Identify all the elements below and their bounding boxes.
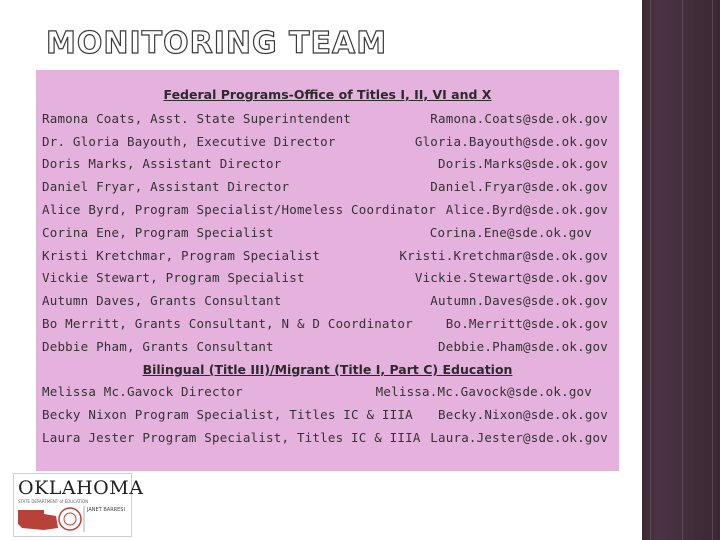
staff-email: Doris.Marks@sde.ok.gov <box>438 156 608 171</box>
staff-directory-panel <box>36 70 619 471</box>
decorative-sidebar <box>642 0 720 540</box>
staff-row <box>42 407 608 425</box>
staff-role: Melissa Mc.Gavock Director <box>42 384 243 399</box>
staff-row <box>42 430 608 448</box>
staff-role: Autumn Daves, Grants Consultant <box>42 293 282 308</box>
staff-row <box>42 316 608 334</box>
staff-role: Becky Nixon Program Specialist, Titles IC & IIIA <box>42 407 413 422</box>
staff-role: Alice Byrd, Program Specialist/Homeless Coordinator <box>42 202 437 217</box>
staff-role: Dr. Gloria Bayouth, Executive Director <box>42 134 336 149</box>
logo-subtitle: STATE DEPARTMENT of EDUCATION <box>18 499 89 503</box>
oklahoma-education-logo <box>13 473 144 537</box>
staff-row <box>42 179 608 197</box>
logo-motto: JANET BARRESI <box>87 507 125 513</box>
staff-role: Debbie Pham, Grants Consultant <box>42 339 274 354</box>
staff-role: Laura Jester Program Specialist, Titles IC & IIIA <box>42 430 421 445</box>
staff-email: Bo.Merritt@sde.ok.gov <box>445 316 608 331</box>
staff-row <box>42 156 608 174</box>
staff-email: Alice.Byrd@sde.ok.gov <box>445 202 608 217</box>
staff-row <box>42 134 608 152</box>
staff-email: Becky.Nixon@sde.ok.gov <box>438 407 608 422</box>
staff-row <box>42 248 608 266</box>
sidebar-stripe <box>650 0 651 540</box>
staff-email: Debbie.Pham@sde.ok.gov <box>438 339 608 354</box>
staff-row <box>42 293 608 311</box>
staff-email: Melissa.Mc.Gavock@sde.ok.gov <box>375 384 592 399</box>
logo-wordmark: OKLAHOMA <box>18 477 144 499</box>
staff-role: Corina Ene, Program Specialist <box>42 225 274 240</box>
staff-email: Gloria.Bayouth@sde.ok.gov <box>414 134 608 149</box>
staff-row <box>42 225 608 243</box>
staff-email: Autumn.Daves@sde.ok.gov <box>430 293 608 308</box>
staff-row <box>42 202 608 220</box>
sidebar-stripe <box>682 0 683 540</box>
staff-email: Laura.Jester@sde.ok.gov <box>430 430 608 445</box>
staff-email: Vickie.Stewart@sde.ok.gov <box>414 270 608 285</box>
staff-email: Kristi.Kretchmar@sde.ok.gov <box>399 248 608 263</box>
sidebar-stripe <box>712 0 713 540</box>
staff-row <box>42 384 608 402</box>
staff-role: Ramona Coats, Asst. State Superintendent <box>42 111 352 126</box>
staff-role: Bo Merritt, Grants Consultant, N & D Coordinator <box>42 316 413 331</box>
staff-email: Ramona.Coats@sde.ok.gov <box>430 111 608 126</box>
staff-role: Vickie Stewart, Program Specialist <box>42 270 305 285</box>
staff-row <box>42 111 608 129</box>
section-heading-bilingual-migrant: Bilingual (Title III)/Migrant (Title I, Part C) Education <box>142 362 513 377</box>
staff-email: Daniel.Fryar@sde.ok.gov <box>430 179 608 194</box>
slide-title: MONITORING TEAM <box>46 26 388 61</box>
staff-row <box>42 339 608 357</box>
section-heading-federal-programs: Federal Programs-Office of Titles I, II, VI and X <box>163 87 492 102</box>
staff-role: Kristi Kretchmar, Program Specialist <box>42 248 321 263</box>
staff-row <box>42 270 608 288</box>
staff-email: Corina.Ene@sde.ok.gov <box>429 225 592 240</box>
staff-role: Daniel Fryar, Assistant Director <box>42 179 290 194</box>
staff-role: Doris Marks, Assistant Director <box>42 156 282 171</box>
